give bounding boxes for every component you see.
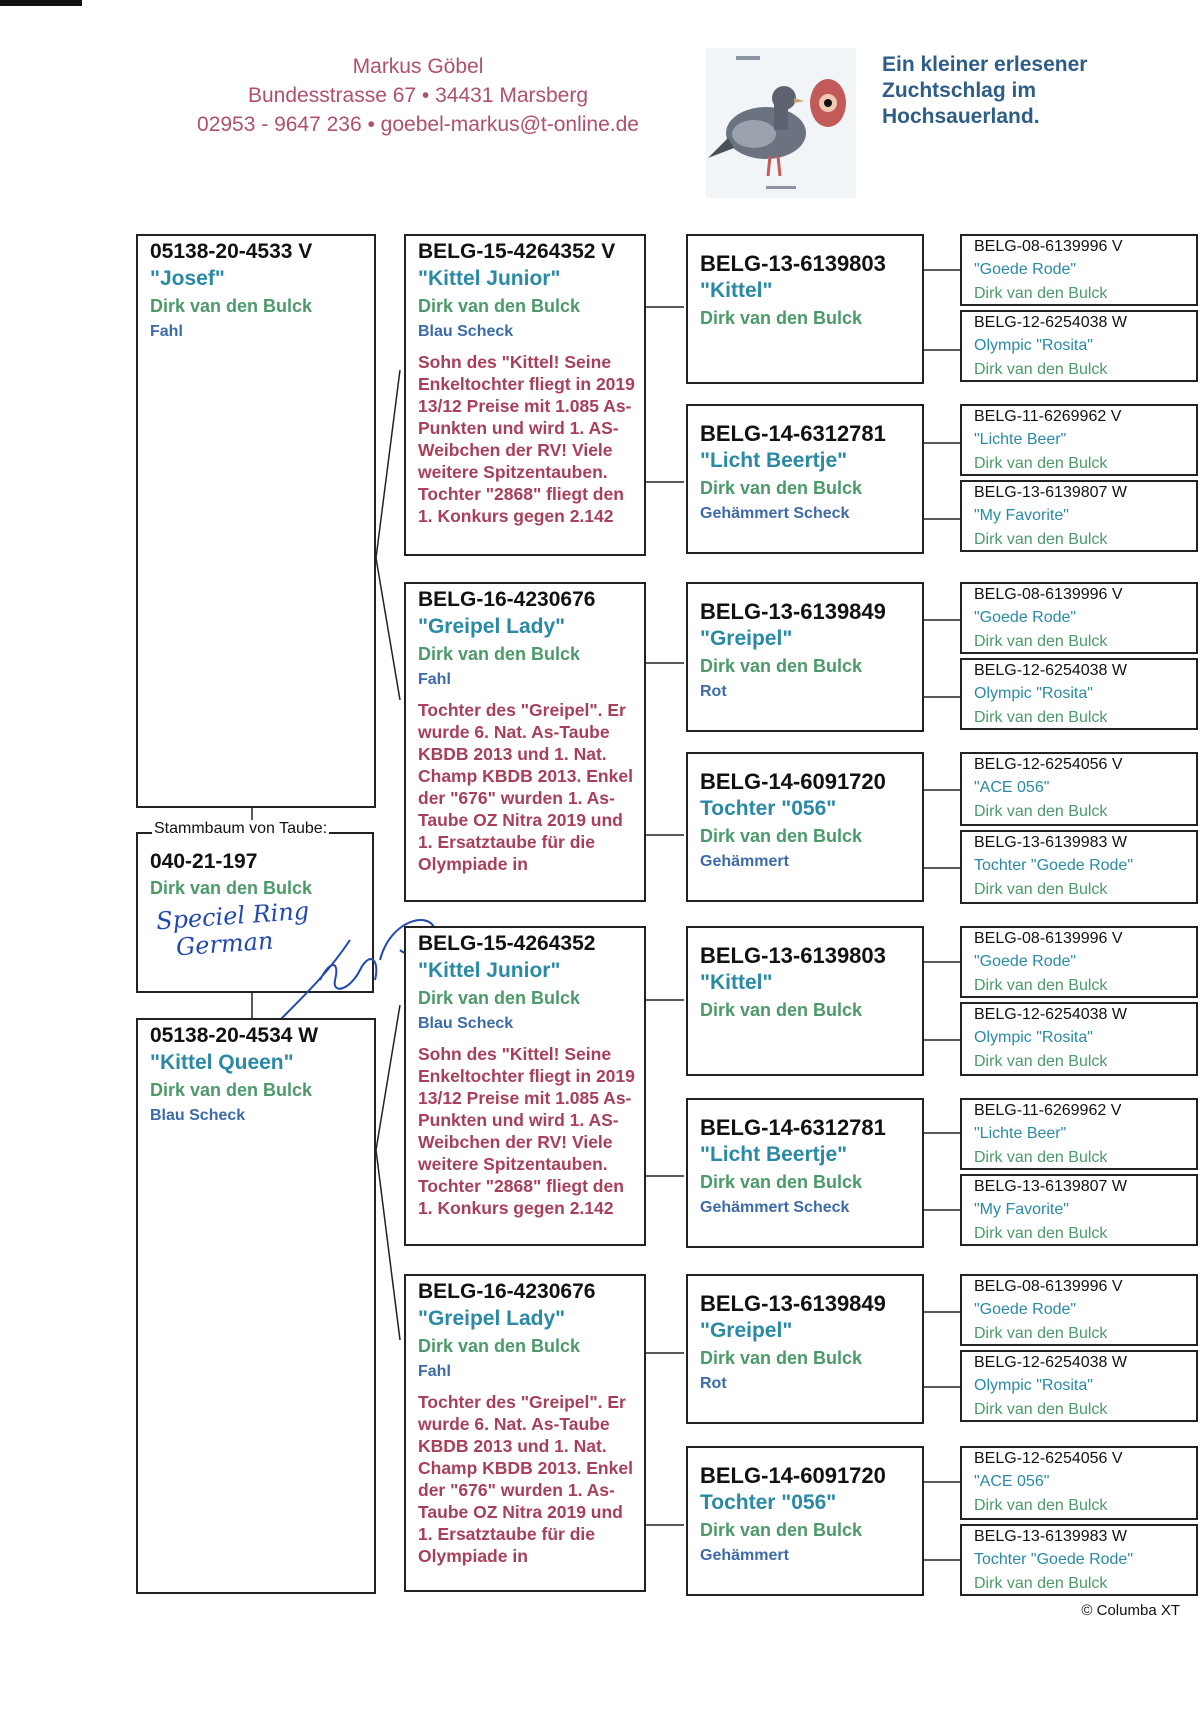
pigeon-name: Olympic "Rosita" <box>974 1377 1093 1394</box>
pedigree-note: Sohn des "Kittel! Seine Enkeltochter fliegt in 2019 13/12 Preise mit 1.085 As-Punkten und wird 1. AS-Weibchen der RV! Viele weitere Spitzentauben. Tochter "2868" fliegt den 1. Konkurs gegen 2.142 <box>418 1044 635 1218</box>
ring-number: BELG-14-6091720 <box>700 769 886 794</box>
pedigree-of-label: Stammbaum von Taube: <box>154 820 328 837</box>
slogan-line-1: Ein kleiner erlesener <box>882 53 1088 76</box>
breeder-label: Dirk van den Bulck <box>974 881 1108 898</box>
breeder-contact: 02953 - 9647 236 • goebel-markus@t-online.de <box>197 113 639 136</box>
pigeon-name: "My Favorite" <box>974 1201 1069 1218</box>
pigeon-name: "Josef" <box>150 267 225 290</box>
breeder-label: Dirk van den Bulck <box>418 296 581 316</box>
pigeon-name: Olympic "Rosita" <box>974 1029 1093 1046</box>
breeder-label: Dirk van den Bulck <box>700 308 863 328</box>
breeder-label: Dirk van den Bulck <box>150 1080 313 1100</box>
breeder-name: Markus Göbel <box>352 55 484 78</box>
breeder-label: Dirk van den Bulck <box>418 644 581 664</box>
ring-number: BELG-13-6139983 W <box>974 834 1127 851</box>
color-label: Rot <box>700 1375 727 1392</box>
ancestor-card[interactable] <box>960 1174 1198 1246</box>
ancestor-card[interactable] <box>960 1098 1198 1170</box>
slogan-line-3: Hochsauerland. <box>882 105 1040 128</box>
ancestor-card[interactable] <box>960 830 1198 904</box>
color-label: Blau Scheck <box>418 1015 514 1032</box>
breeder-label: Dirk van den Bulck <box>974 633 1108 650</box>
ring-number: BELG-15-4264352 V <box>418 240 616 263</box>
breeder-label: Dirk van den Bulck <box>700 1520 863 1540</box>
ancestor-card[interactable] <box>960 1350 1198 1422</box>
color-label: Blau Scheck <box>418 323 514 340</box>
ring-number: BELG-12-6254056 V <box>974 1450 1123 1467</box>
breeder-label: Dirk van den Bulck <box>974 1575 1108 1592</box>
breeder-label: Dirk van den Bulck <box>974 285 1108 302</box>
breeder-label: Dirk van den Bulck <box>974 709 1108 726</box>
pigeon-name: "Kittel" <box>700 971 773 994</box>
pigeon-name: "Licht Beertje" <box>700 449 848 472</box>
breeder-label: Dirk van den Bulck <box>974 1149 1108 1166</box>
great-grandparent-card[interactable] <box>686 926 924 1076</box>
great-grandparent-card[interactable] <box>686 1098 924 1248</box>
father-card[interactable] <box>136 234 376 808</box>
ring-number: BELG-12-6254038 W <box>974 1006 1127 1023</box>
pigeon-name: Tochter "056" <box>700 1491 837 1514</box>
breeder-label: Dirk van den Bulck <box>418 1336 581 1356</box>
ring-number: BELG-12-6254056 V <box>974 756 1123 773</box>
copyright-footer: © Columba XT <box>1081 1602 1180 1619</box>
ring-number: BELG-13-6139849 <box>700 1291 886 1316</box>
ring-number: BELG-12-6254038 W <box>974 1354 1127 1371</box>
ancestor-card[interactable] <box>960 1446 1198 1520</box>
ring-number: BELG-13-6139807 W <box>974 1178 1127 1195</box>
ring-number: BELG-16-4230676 <box>418 1280 596 1303</box>
ring-number: BELG-13-6139803 <box>700 251 886 276</box>
ring-number: BELG-13-6139807 W <box>974 484 1127 501</box>
ring-number: BELG-12-6254038 W <box>974 662 1127 679</box>
ancestor-card[interactable] <box>960 310 1198 382</box>
color-label: Gehämmert Scheck <box>700 505 850 522</box>
ring-number: BELG-08-6139996 V <box>974 238 1123 255</box>
ring-number: BELG-14-6312781 <box>700 421 886 446</box>
pigeon-name: "ACE 056" <box>974 1473 1050 1490</box>
pigeon-name: "Goede Rode" <box>974 609 1077 626</box>
pigeon-name: "ACE 056" <box>974 779 1050 796</box>
color-label: Rot <box>700 683 727 700</box>
breeder-label: Dirk van den Bulck <box>974 1225 1108 1242</box>
ancestor-card[interactable] <box>960 1524 1198 1596</box>
pigeon-name: "Kittel Junior" <box>418 267 561 290</box>
breeder-label: Dirk van den Bulck <box>974 1497 1108 1514</box>
ancestor-card[interactable] <box>960 1002 1198 1076</box>
breeder-label: Dirk van den Bulck <box>974 977 1108 994</box>
breeder-label: Dirk van den Bulck <box>150 296 313 316</box>
great-grandparent-card[interactable] <box>686 752 924 902</box>
subject-breeder: Dirk van den Bulck <box>150 878 313 898</box>
pigeon-name: Tochter "Goede Rode" <box>974 857 1134 874</box>
pigeon-name: "Kittel Junior" <box>418 959 561 982</box>
grandparent-card[interactable] <box>404 234 646 556</box>
ring-number: BELG-16-4230676 <box>418 588 596 611</box>
breeder-label: Dirk van den Bulck <box>974 803 1108 820</box>
ancestor-card[interactable] <box>960 582 1198 654</box>
pigeon-name: "Lichte Beer" <box>974 1125 1067 1142</box>
color-label: Fahl <box>418 1363 451 1380</box>
ancestor-card[interactable] <box>960 1274 1198 1346</box>
mother-card[interactable] <box>136 1018 376 1594</box>
pigeon-name: "My Favorite" <box>974 507 1069 524</box>
ancestor-card[interactable] <box>960 404 1198 476</box>
ring-number: BELG-08-6139996 V <box>974 930 1123 947</box>
pigeon-name: "Goede Rode" <box>974 261 1077 278</box>
breeder-label: Dirk van den Bulck <box>700 656 863 676</box>
pigeon-name: "Lichte Beer" <box>974 431 1067 448</box>
great-grandparent-card[interactable] <box>686 234 924 384</box>
color-label: Blau Scheck <box>150 1107 246 1124</box>
ring-number: BELG-13-6139803 <box>700 943 886 968</box>
pigeon-name: "Greipel Lady" <box>418 615 566 638</box>
pigeon-name: "Licht Beertje" <box>700 1143 848 1166</box>
breeder-label: Dirk van den Bulck <box>418 988 581 1008</box>
ring-number: BELG-14-6091720 <box>700 1463 886 1488</box>
pigeon-name: "Kittel Queen" <box>150 1051 294 1074</box>
pedigree-note: Tochter des "Greipel". Er wurde 6. Nat. As-Taube KBDB 2013 und 1. Nat. Champ KBDB 2013. Enkel der "676" wurden 1. As-Taube OZ Nitra 2019 und 1. Ersatztaube für die Olympiade in <box>418 1392 633 1566</box>
pigeon-name: "Greipel Lady" <box>418 1307 566 1330</box>
breeder-label: Dirk van den Bulck <box>974 1401 1108 1418</box>
ring-number: BELG-11-6269962 V <box>974 1102 1122 1119</box>
subject-ring-number: 040-21-197 <box>150 850 258 873</box>
pedigree-note: Sohn des "Kittel! Seine Enkeltochter fliegt in 2019 13/12 Preise mit 1.085 As-Punkten und wird 1. AS-Weibchen der RV! Viele weitere Spitzentauben. Tochter "2868" fliegt den 1. Konkurs gegen 2.142 <box>418 352 635 526</box>
color-label: Gehämmert <box>700 853 789 870</box>
ancestor-card[interactable] <box>960 658 1198 730</box>
pigeon-name: Tochter "056" <box>700 797 837 820</box>
handwritten-note-line-2: German <box>175 926 275 962</box>
pigeon-name: "Greipel" <box>700 1319 793 1342</box>
great-grandparent-card[interactable] <box>686 582 924 732</box>
ring-number: BELG-08-6139996 V <box>974 586 1123 603</box>
breeder-label: Dirk van den Bulck <box>974 1053 1108 1070</box>
grandparent-card[interactable] <box>404 582 646 902</box>
color-label: Fahl <box>150 323 183 340</box>
breeder-label: Dirk van den Bulck <box>974 1325 1108 1342</box>
great-grandparent-card[interactable] <box>686 404 924 554</box>
pedigree-note: Tochter des "Greipel". Er wurde 6. Nat. As-Taube KBDB 2013 und 1. Nat. Champ KBDB 2013. Enkel der "676" wurden 1. As-Taube OZ Nitra 2019 und 1. Ersatztaube für die Olympiade in <box>418 700 633 874</box>
breeder-label: Dirk van den Bulck <box>974 531 1108 548</box>
pigeon-name: "Greipel" <box>700 627 793 650</box>
ring-number: BELG-14-6312781 <box>700 1115 886 1140</box>
ring-number: BELG-11-6269962 V <box>974 408 1122 425</box>
ring-number: BELG-13-6139849 <box>700 599 886 624</box>
ring-number: BELG-13-6139983 W <box>974 1528 1127 1545</box>
breeder-address: Bundesstrasse 67 • 34431 Marsberg <box>247 84 589 107</box>
color-label: Gehämmert Scheck <box>700 1199 850 1216</box>
color-label: Gehämmert <box>700 1547 789 1564</box>
breeder-label: Dirk van den Bulck <box>974 455 1108 472</box>
pigeon-name: "Goede Rode" <box>974 953 1077 970</box>
breeder-label: Dirk van den Bulck <box>700 1000 863 1020</box>
slogan-line-2: Zuchtschlag im <box>882 79 1037 102</box>
grandparent-card[interactable] <box>404 1274 646 1592</box>
ring-number: BELG-15-4264352 <box>418 932 596 955</box>
pigeon-name: "Goede Rode" <box>974 1301 1077 1318</box>
pigeon-name: Tochter "Goede Rode" <box>974 1551 1134 1568</box>
handwritten-note-line-1: Speciel Ring <box>155 896 310 936</box>
ring-number: BELG-08-6139996 V <box>974 1278 1123 1295</box>
grandparent-card[interactable] <box>404 926 646 1246</box>
breeder-label: Dirk van den Bulck <box>700 478 863 498</box>
breeder-label: Dirk van den Bulck <box>974 361 1108 378</box>
breeder-label: Dirk van den Bulck <box>700 1172 863 1192</box>
great-grandparent-card[interactable] <box>686 1274 924 1424</box>
color-label: Fahl <box>418 671 451 688</box>
ancestor-card[interactable] <box>960 752 1198 826</box>
ring-number: BELG-12-6254038 W <box>974 314 1127 331</box>
great-grandparent-card[interactable] <box>686 1446 924 1596</box>
breeder-label: Dirk van den Bulck <box>700 826 863 846</box>
ancestor-card[interactable] <box>960 926 1198 998</box>
ring-number: 05138-20-4533 V <box>150 240 313 263</box>
pigeon-name: Olympic "Rosita" <box>974 685 1093 702</box>
pigeon-name: "Kittel" <box>700 279 773 302</box>
breeder-label: Dirk van den Bulck <box>700 1348 863 1368</box>
pigeon-name: Olympic "Rosita" <box>974 337 1093 354</box>
ancestor-card[interactable] <box>960 480 1198 552</box>
ancestor-card[interactable] <box>960 234 1198 306</box>
ring-number: 05138-20-4534 W <box>150 1024 319 1047</box>
